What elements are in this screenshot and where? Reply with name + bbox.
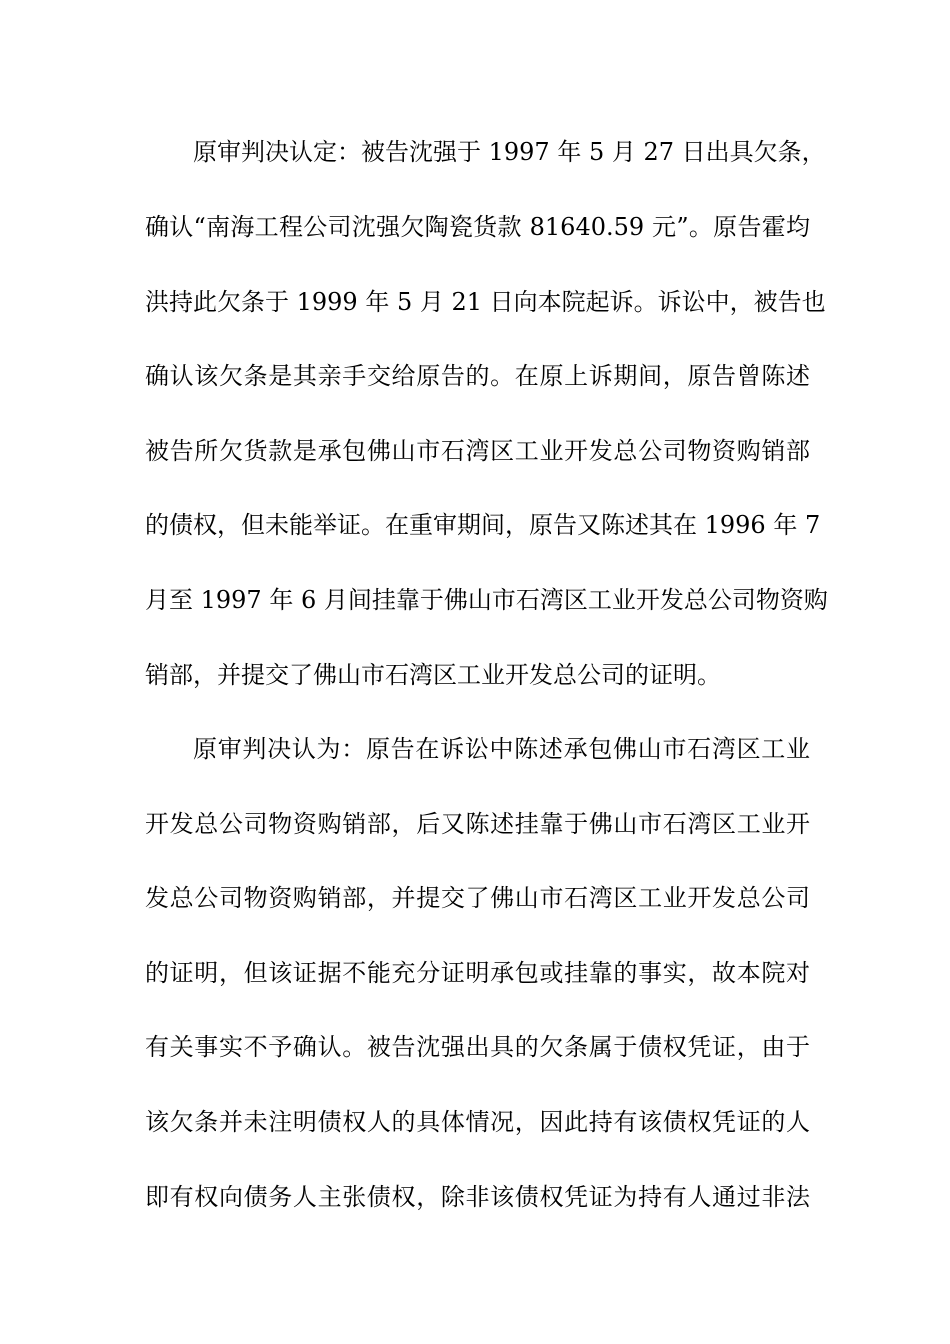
text-line: 该欠条并未注明债权人的具体情况，因此持有该债权凭证的人 [145,1108,810,1136]
text-line: 确认“南海工程公司沈强欠陶瓷货款 81640.59 元”。原告霍均 [145,213,810,241]
text-line: 确认该欠条是其亲手交给原告的。在原上诉期间，原告曾陈述 [145,362,810,390]
text-line: 开发总公司物资购销部，后又陈述挂靠于佛山市石湾区工业开 [145,810,810,838]
text-line: 被告所欠货款是承包佛山市石湾区工业开发总公司物资购销部 [145,437,810,465]
text-line: 的证明，但该证据不能充分证明承包或挂靠的事实，故本院对 [145,959,810,987]
text-line: 发总公司物资购销部，并提交了佛山市石湾区工业开发总公司 [145,884,810,912]
text-line: 销部，并提交了佛山市石湾区工业开发总公司的证明。 [145,661,721,689]
text-line: 月至 1997 年 6 月间挂靠于佛山市石湾区工业开发总公司物资购 [145,586,828,614]
text-line: 的债权，但未能举证。在重审期间，原告又陈述其在 1996 年 7 [145,511,821,539]
text-line: 原审判决认为：原告在诉讼中陈述承包佛山市石湾区工业 [193,735,810,763]
text-line: 原审判决认定：被告沈强于 1997 年 5 月 27 日出具欠条， [193,138,826,166]
text-line: 洪持此欠条于 1999 年 5 月 21 日向本院起诉。诉讼中，被告也 [145,288,826,316]
text-line: 即有权向债务人主张债权，除非该债权凭证为持有人通过非法 [145,1183,810,1211]
text-line: 有关事实不予确认。被告沈强出具的欠条属于债权凭证，由于 [145,1033,810,1061]
